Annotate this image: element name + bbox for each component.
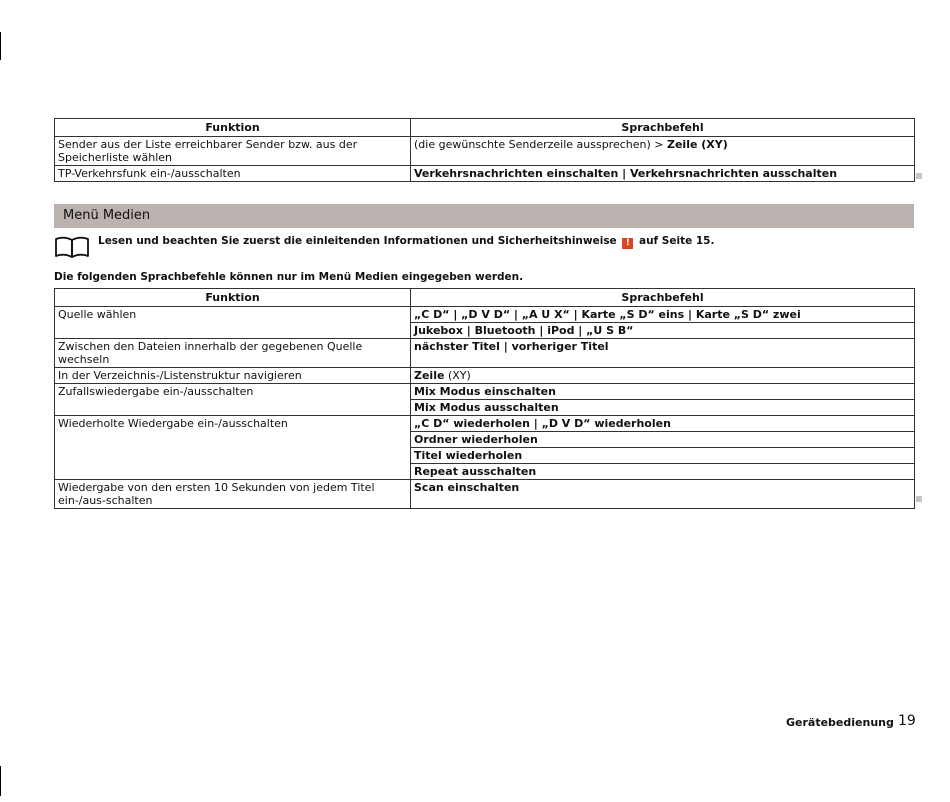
note-text: Lesen und beachten Sie zuerst die einleitenden Informationen und Sicherheitshinweise [98,235,617,247]
sprachbefehl-cell: Titel wiederholen [411,448,915,464]
section-end-marker [916,173,922,179]
sprachbefehl-cell: Verkehrsnachrichten einschalten | Verkehrsnachrichten ausschalten [411,166,915,182]
column-header-sprachbefehl: Sprachbefehl [411,289,915,307]
funktion-cell: Zufallswiedergabe ein-/ausschalten [55,384,411,416]
sprachbefehl-cell: nächster Titel | vorheriger Titel [411,339,915,368]
sprachbefehl-cell: Jukebox | Bluetooth | iPod | „U S B“ [411,323,915,339]
funktion-cell: Wiederholte Wiedergabe ein-/ausschalten [55,416,411,480]
radio-voice-commands-table [54,118,915,182]
media-voice-commands-table [54,288,915,509]
crop-mark-bottom [0,766,1,796]
table-row [55,416,915,432]
funktion-cell: Wiedergabe von den ersten 10 Sekunden von jedem Titel ein-/aus-schalten [55,480,411,509]
note-page-reference: auf Seite 15. [639,235,715,247]
funktion-cell: Zwischen den Dateien innerhalb der gegebenen Quelle wechseln [55,339,411,368]
funktion-cell: Sender aus der Liste erreichbarer Sender bzw. aus der Speicherliste wählen [55,137,411,166]
command-suffix: (XY) [444,369,471,382]
intro-text: Die folgenden Sprachbefehle können nur im Menü Medien eingegeben werden. [54,271,524,283]
sprachbefehl-cell: Repeat ausschalten [411,464,915,480]
funktion-cell: In der Verzeichnis-/Listenstruktur navigieren [55,368,411,384]
table-row [55,166,915,182]
column-header-funktion: Funktion [55,289,411,307]
section-end-marker [916,496,922,502]
funktion-cell: Quelle wählen [55,307,411,339]
crop-mark-top [0,32,1,60]
section-title: Menü Medien [63,208,151,223]
table-row [55,137,915,166]
open-book-icon [54,235,90,259]
section-heading-bar [54,204,914,228]
sprachbefehl-cell: „C D“ wiederholen | „D V D“ wiederholen [411,416,915,432]
command-prefix: (die gewünschte Senderzeile aussprechen) > [414,138,667,151]
column-header-sprachbefehl: Sprachbefehl [411,119,915,137]
table-row [55,368,915,384]
command-text: Zeile [414,369,445,382]
table-row [55,339,915,368]
safety-note [98,235,714,249]
sprachbefehl-cell: „C D“ | „D V D“ | „A U X“ | Karte „S D“ eins | Karte „S D“ zwei [411,307,915,323]
table-header-row [55,119,915,137]
table-row [55,384,915,400]
sprachbefehl-cell: Ordner wiederholen [411,432,915,448]
sprachbefehl-cell [411,368,915,384]
footer-chapter-title: Gerätebedienung [786,716,894,729]
table-header-row [55,289,915,307]
sprachbefehl-cell: Mix Modus einschalten [411,384,915,400]
funktion-cell: TP-Verkehrsfunk ein-/ausschalten [55,166,411,182]
table-row [55,480,915,509]
column-header-funktion: Funktion [55,119,411,137]
sprachbefehl-cell: Scan einschalten [411,480,915,509]
table-row [55,307,915,323]
page-number: 19 [898,713,916,729]
sprachbefehl-cell: Mix Modus ausschalten [411,400,915,416]
warning-icon: ! [622,238,633,249]
sprachbefehl-cell [411,137,915,166]
command-text: Zeile (XY) [667,138,728,151]
